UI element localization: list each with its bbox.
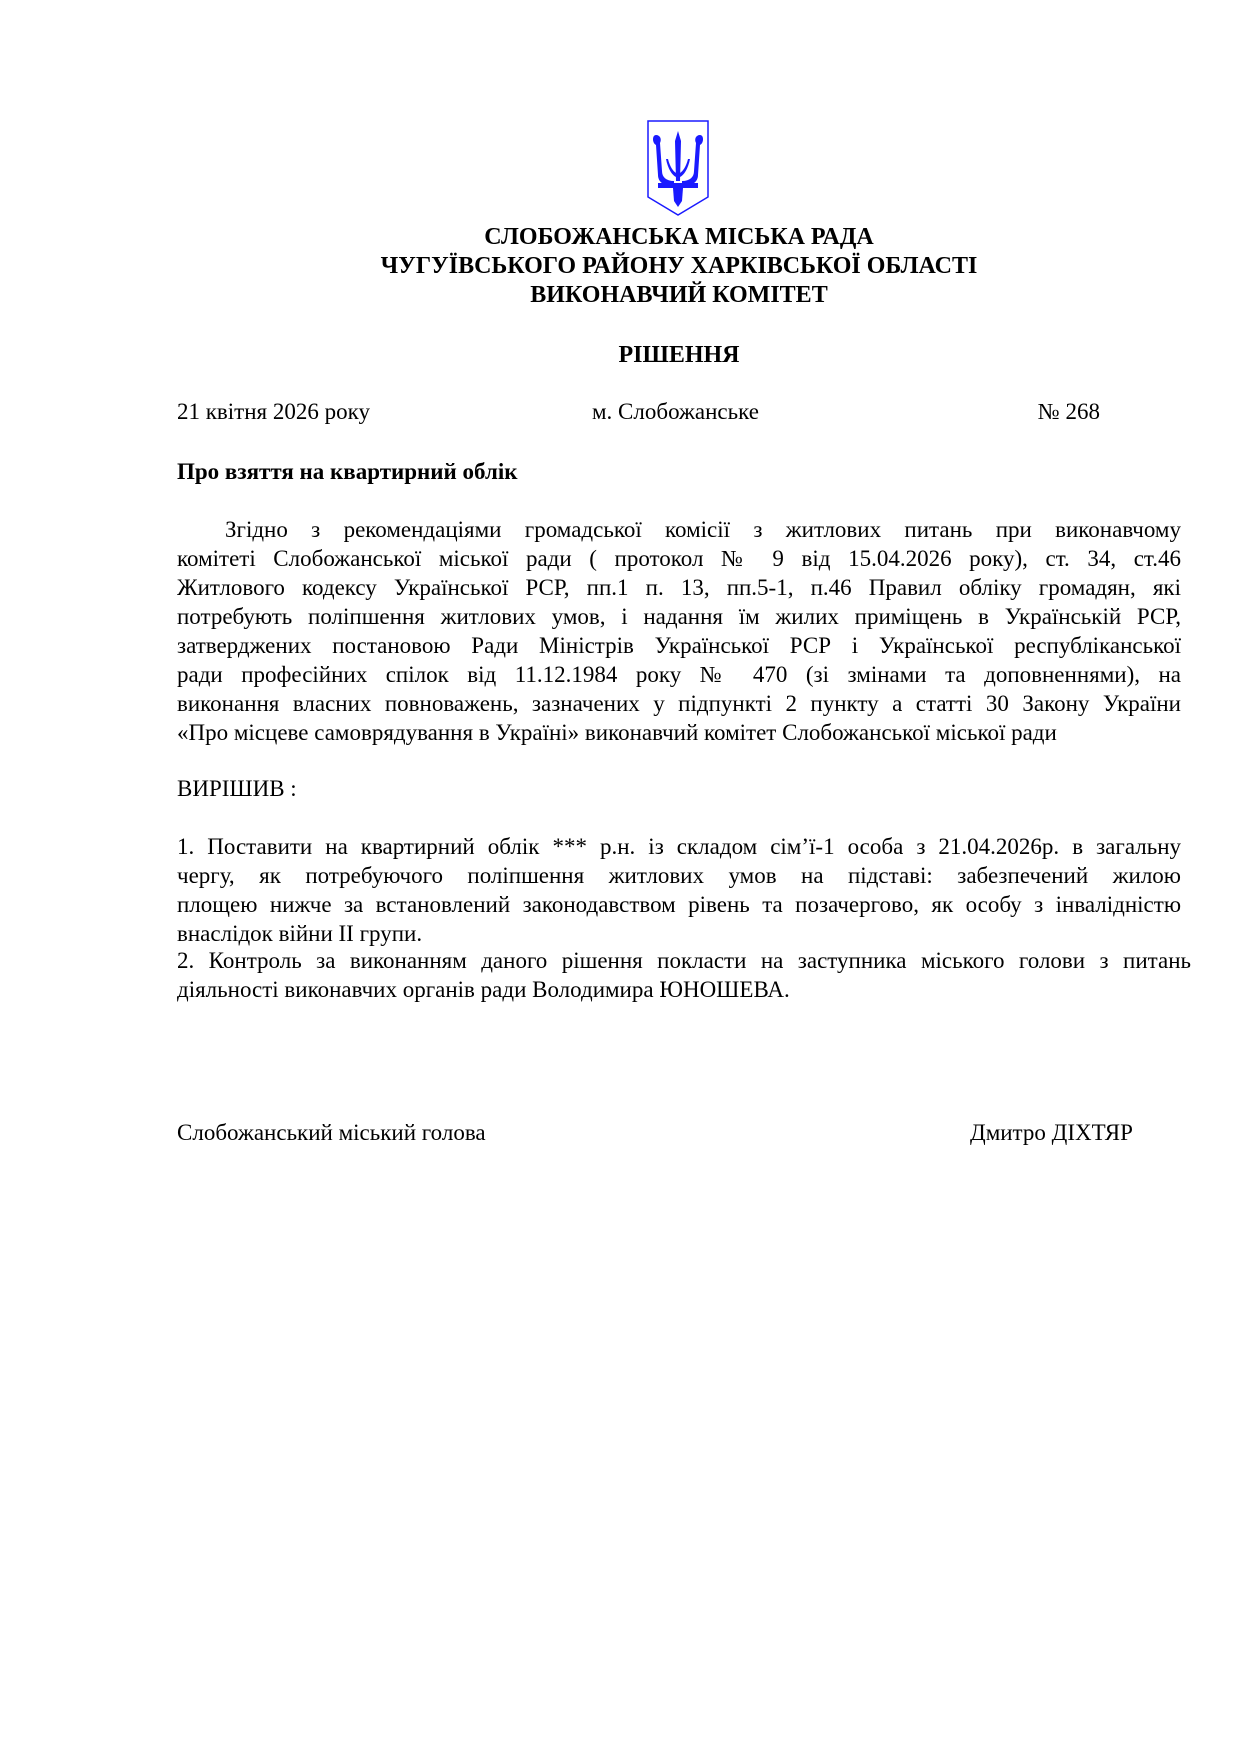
decision-date: 21 квітня 2026 року <box>177 399 370 424</box>
text-line: чергу, як потребуючого поліпшення житлових умов на підставі: забезпечений жилою <box>177 863 1181 888</box>
text-line: площею нижче за встановлений законодавством рівень та позачергово, як особу з інвалідністю <box>177 892 1181 917</box>
text-line: внаслідок війни ІІ групи. <box>177 921 423 946</box>
text-line: діяльності виконавчих органів ради Володимира ЮНОШЕВА. <box>177 977 790 1002</box>
text-line: Житлового кодексу Української РСР, пп.1 п. 13, пп.5-1, п.46 Правил обліку громадян, які <box>177 575 1181 600</box>
text-line: 2. Контроль за виконанням даного рішення покласти на заступника міського голови з питань <box>177 948 1191 973</box>
text-line: ради професійних спілок від 11.12.1984 року № 470 (зі змінами та доповненнями), на <box>177 662 1181 687</box>
decision-place: м. Слобожанське <box>592 399 759 424</box>
text-line: «Про місцеве самоврядування в Україні» виконавчий комітет Слобожанської міської ради <box>177 720 1057 745</box>
signatory-title: Слобожанський міський голова <box>177 1120 486 1145</box>
decision-subject: Про взяття на квартирний облік <box>177 459 518 484</box>
signatory-name: Дмитро ДІХТЯР <box>970 1120 1133 1145</box>
text-line: затверджених постановою Ради Міністрів Української РСР і Української республіканської <box>177 633 1181 658</box>
document-type: РІШЕННЯ <box>618 342 740 368</box>
text-line: 1. Поставити на квартирний облік *** р.н. із складом сім’ї-1 особа з 21.04.2026р. в загальну <box>177 834 1181 859</box>
text-line: Згідно з рекомендаціями громадської комісії з житлових питань при виконавчому <box>225 517 1181 542</box>
council-name: СЛОБОЖАНСЬКА МІСЬКА РАДА <box>484 224 874 250</box>
district-name: ЧУГУЇВСЬКОГО РАЙОНУ ХАРКІВСЬКОЇ ОБЛАСТІ <box>380 253 978 279</box>
text-line: виконання власних повноважень, зазначених у підпункті 2 пункту а статті 30 Закону України <box>177 691 1181 716</box>
text-line: потребують поліпшення житлових умов, і надання їм жилих приміщень в Українській РСР, <box>177 604 1181 629</box>
committee-name: ВИКОНАВЧИЙ КОМІТЕТ <box>530 282 828 308</box>
coat-of-arms-icon <box>646 119 710 217</box>
text-line: комітеті Слобожанської міської ради ( протокол № 9 від 15.04.2026 року), ст. 34, ст.46 <box>177 546 1181 571</box>
resolved-heading: ВИРІШИВ : <box>177 776 297 801</box>
decision-number: № 268 <box>1037 399 1100 424</box>
